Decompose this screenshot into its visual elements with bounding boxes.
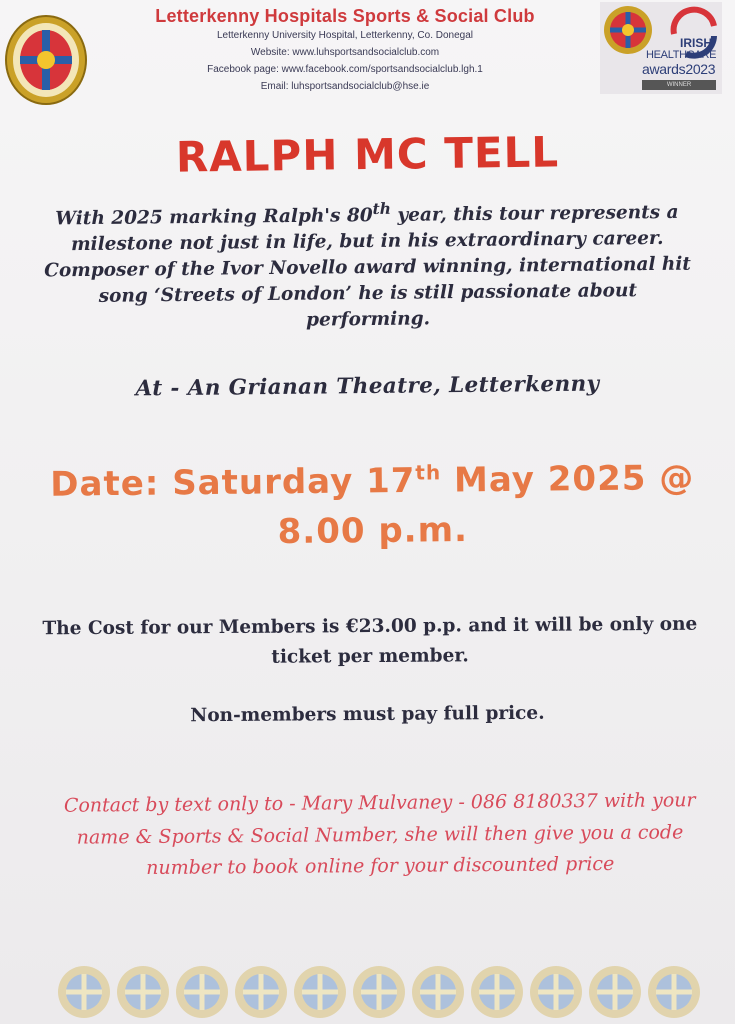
award-irish: IRISH	[680, 36, 713, 50]
member-cost: The Cost for our Members is €23.00 p.p. and it will be only one ticket per member.	[42, 613, 698, 668]
intro-text-2: year, this tour represents a milestone not just in life, but in his extraordinary career. Composer of the Ivor Novello award winning, international hit song ‘Streets of London’ he is still passionate about performing.	[44, 201, 691, 331]
club-name: Letterkenny Hospitals Sports & Social Club	[155, 6, 535, 26]
footer-crest-row	[56, 964, 706, 1020]
club-crest-icon	[292, 964, 348, 1020]
club-crest-logo	[4, 14, 88, 106]
club-website: Website: www.luhsportsandsocialclub.com	[250, 47, 440, 58]
club-crest-icon	[469, 964, 525, 1020]
contact-info: Contact by text only to - Mary Mulvaney - 086 8180337 with your name & Sports & Social Number, she will then give you a code number to book online for your discounted price	[63, 789, 696, 880]
date-text-2: May 2025 @ 8.00 p.m.	[277, 457, 695, 553]
club-crest-icon	[174, 964, 230, 1020]
non-member-note: Non-members must pay full price.	[190, 702, 545, 727]
intro-ordinal: th	[372, 199, 391, 218]
club-crest-icon	[646, 964, 702, 1020]
club-crest-icon	[115, 964, 171, 1020]
club-crest-icon	[587, 964, 643, 1020]
intro-text-1: With 2025 marking Ralph's 80	[55, 205, 373, 230]
award-winner: WINNER	[642, 80, 716, 90]
club-email: Email: luhsportsandsocialclub@hse.ie	[260, 81, 430, 92]
club-crest-icon	[410, 964, 466, 1020]
event-date	[39, 445, 705, 560]
club-crest-icon	[351, 964, 407, 1020]
event-title: RALPH MC TELL	[175, 127, 560, 182]
date-text-1: Date: Saturday 17	[50, 460, 416, 505]
event-venue: At - An Grianan Theatre, Letterkenny	[135, 371, 600, 402]
event-intro	[39, 193, 695, 337]
award-healthcare: HEALTHCARE	[646, 49, 717, 61]
club-facebook: Facebook page: www.facebook.com/sportsandsocialclub.lgh.1	[207, 64, 483, 75]
award-year: awards2023	[642, 61, 716, 77]
club-crest-icon	[528, 964, 584, 1020]
award-badge	[600, 2, 722, 94]
date-ordinal: th	[415, 460, 442, 485]
club-header	[110, 4, 580, 95]
club-address: Letterkenny University Hospital, Letterkenny, Co. Donegal	[216, 30, 474, 41]
club-crest-icon	[233, 964, 289, 1020]
club-crest-icon	[56, 964, 112, 1020]
